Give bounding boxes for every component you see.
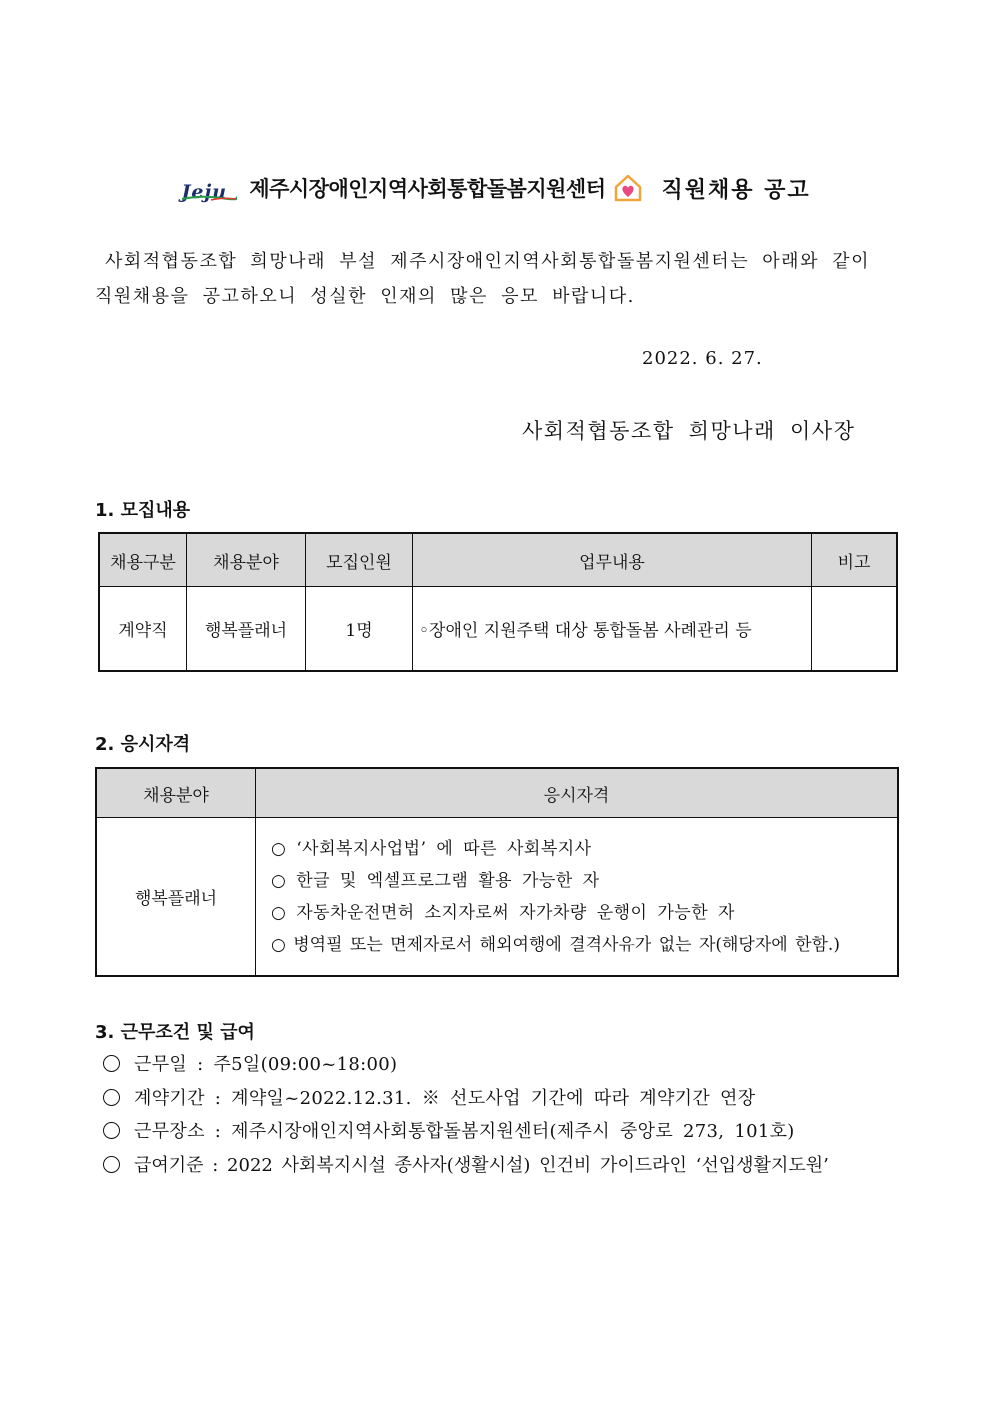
list-item: ○ 한글 및 엑셀프로그램 활용 가능한 자: [271, 870, 600, 891]
jeju-logo: Jeju: [181, 173, 239, 203]
circle-bullet-icon: [103, 1089, 120, 1106]
center-name: 제주시장애인지역사회통합돌봄지원센터: [249, 177, 606, 201]
header-cell: 채용구분: [99, 533, 187, 587]
table-header-row: [99, 533, 897, 587]
section-2-heading: 2. 응시자격: [95, 734, 191, 755]
notice-title: 직원채용 공고: [661, 177, 811, 203]
list-item: 급여기준 : 2022 사회복지시설 종사자(생활시설) 인건비 가이드라인 ‘선입생활지도원’: [103, 1149, 829, 1183]
conditions-list: [103, 1048, 829, 1182]
table-row: [96, 818, 898, 977]
logo-swoosh-icon: [181, 195, 237, 201]
header-cell: 모집인원: [306, 533, 413, 587]
intro-line-2: 직원채용을 공고하오니 성실한 인재의 많은 응모 바랍니다.: [95, 286, 635, 307]
qualification-table: [95, 767, 899, 977]
intro-paragraph: [95, 244, 897, 314]
notice-date: 2022. 6. 27.: [642, 348, 763, 369]
table-cell: ◦장애인 지원주택 대상 통합돌봄 사례관리 등: [413, 587, 812, 672]
header-cell: 채용분야: [96, 768, 256, 818]
header-cell: 응시자격: [256, 768, 899, 818]
signer: 사회적협동조합 희망나래 이사장: [522, 419, 856, 443]
table-cell: 행복플래너: [96, 818, 256, 977]
list-item: ○ 병역필 또는 면제자로서 해외여행에 결격사유가 없는 자(해당자에 한함.): [271, 934, 840, 955]
table-row: [99, 587, 897, 672]
header-cell: 채용분야: [187, 533, 306, 587]
circle-bullet-icon: [103, 1122, 120, 1139]
table-cell: 1명: [306, 587, 413, 672]
intro-line-1: 사회적협동조합 희망나래 부설 제주시장애인지역사회통합돌봄지원센터는 아래와 같이: [105, 251, 870, 272]
table-cell: 행복플래너: [187, 587, 306, 672]
header-cell: 업무내용: [413, 533, 812, 587]
section-3-heading: 3. 근무조건 및 급여: [95, 1022, 255, 1043]
table-cell: [812, 587, 898, 672]
document-title: [0, 168, 992, 208]
circle-bullet-icon: [103, 1055, 120, 1072]
list-item: ○ ‘사회복지사업법’ 에 따른 사회복지사: [271, 838, 592, 859]
section-1-heading: 1. 모집내용: [95, 500, 191, 521]
heart-house-icon: [613, 173, 643, 203]
list-item: 근무일 : 주5일(09:00~18:00): [103, 1048, 829, 1082]
header-cell: 비고: [812, 533, 898, 587]
table-cell: 계약직: [99, 587, 187, 672]
circle-bullet-icon: [103, 1156, 120, 1173]
recruitment-table: [98, 532, 898, 672]
list-item: 계약기간 : 계약일~2022.12.31. ※ 선도사업 기간에 따라 계약기간 연장: [103, 1082, 829, 1116]
list-item: 근무장소 : 제주시장애인지역사회통합돌봄지원센터(제주시 중앙로 273, 101호): [103, 1115, 829, 1149]
list-item: ○ 자동차운전면허 소지자로써 자가차량 운행이 가능한 자: [271, 902, 735, 923]
table-header-row: [96, 768, 898, 818]
qualification-list: [256, 818, 899, 977]
